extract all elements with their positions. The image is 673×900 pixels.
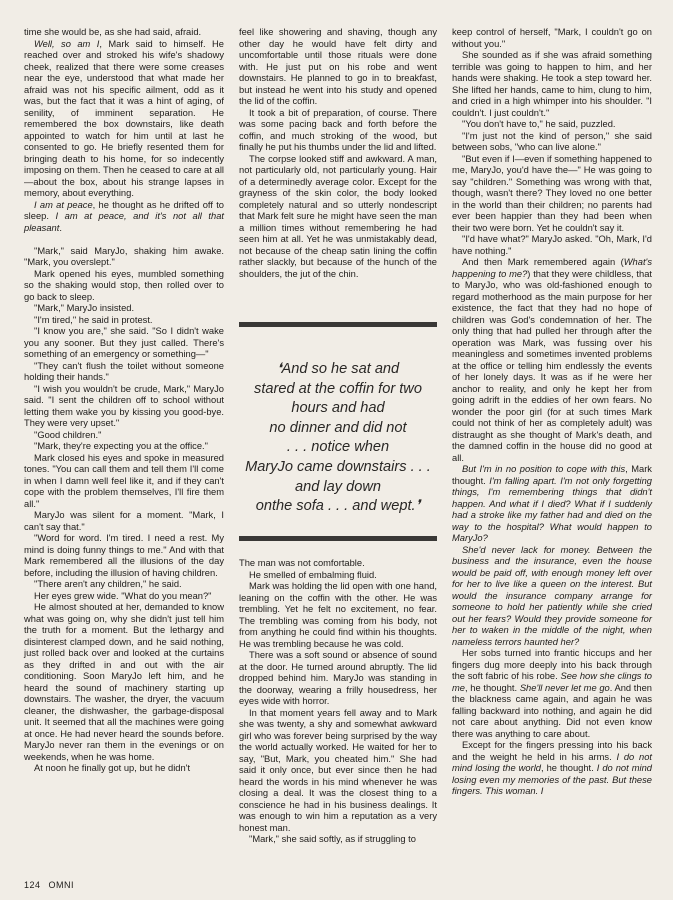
paragraph: "Good children." [34, 429, 102, 440]
paragraph: I am at peace, he thought as he drifted off to sleep. I am at peace, and it's not all that pleasant. [24, 199, 224, 233]
paragraph: She sounded as if she was afraid something terrible was going to happen to him, and her hands were shaking. He took a step toward her. She lifted her hands, came to him, clung to him, and cried in a high whimper into his shoulder. "I couldn't. I just couldn't." [452, 50, 652, 118]
paragraph: Mark opened his eyes, mumbled something so the shaking would stop, then rolled over to go back to sleep. [24, 268, 224, 302]
paragraph: In that moment years fell away and to Mark she was twenty, a shy and somewhat awkward girl who was forever being surprised by the way the world actually worked. He waited for her to say, "But, Mark, you cheated him." She had said it only once, but ever since then he had heard the words in his mind whenever he was closing a deal. It was the closest thing to a conscience he had in his business dealings. It was enough to win him a reputation as a very honest man. [239, 707, 437, 833]
paragraph: And then Mark remembered again (What's happening to me?) that they were childless, that to MaryJo, who was old-fashioned enough to regard motherhood as the main purpose for her existence, the fact that they had no hope of children was God's condemnation of her. The only thing that had pulled her through after the operation was Mark, was fussing over his meaningless and sometimes invented problems at the office or telling him endlessly the events of her lonely days. It was as if he were her anchor to reality, and only he kept her from going adrift in the eddies of her own fears. No wonder the poor girl (for at such times Mark could not think of her as completely adult) was distraught as she thought of Mark's death, and the damned coffin in the house did no good at all. [452, 257, 652, 463]
paragraph: The corpse looked stiff and awkward. A man, not particularly old, not particularly young. Hair of a determinedly average color. Except for the grayness of the skin color, the body looked completely natural and so utterly nondescript that Mark felt sure he might have seen the man a million times without remembering he had seen him at all. Yet he was unmistakably dead, not because of the cheap satin lining the coffin rather slackly, but because of the hunch of the shoulders, the jut of the chin. [239, 153, 437, 279]
paragraph: "I know you are," she said. "So I didn't wake you any sooner. But they just called. There's something of an emergency or something—" [24, 326, 224, 359]
paragraph: Her eyes grew wide. "What do you mean?" [34, 590, 212, 601]
paragraph: "Mark," MaryJo insisted. [34, 303, 135, 313]
paragraph: There was a soft sound or absence of sound at the door. He turned around abruptly. The lid dropped behind him. MaryJo was standing in the doorway, wearing a frilly housedress, her eyes wide with horror. [239, 650, 437, 706]
pull-quote-line: and lay down [294, 478, 381, 495]
paragraph: But I'm in no position to cope with this, Mark thought. I'm falling apart. I'm not only forgetting things, I'm remembering things that didn't happen. And what if I died? What if I suddenly had a stroke like my father had and died on the way to the hospital? What would happen to MaryJo? [452, 464, 652, 543]
paragraph: Except for the fingers pressing into his back and the weight he held in his arms. I do not mind losing the world, he thought. I do not mind losing even my memories of the past. But these fingers. This woman. I [452, 740, 652, 796]
page-folio [24, 880, 82, 890]
column-1 [24, 27, 224, 775]
column-2-top [239, 27, 437, 280]
paragraph: Well, so am I, Mark said to himself. He reached over and stroked his wife's shadowy cheek, realized that there were some creases near the eye, understood that what made her afraid was not his specific ailment, odd as it was, but the fact that it was a hint of aging, of senility, of imminent separation. He remembered the box downstairs, like death appointed to watch for him until at last he consented to go. He briefly resented them for bringing death to his home, for so indecently imposing on them. Then he ceased to care at all—about the box, about his strange lapses in memory, about everything. [24, 38, 224, 198]
paragraph: At noon he finally got up, but he didn't [34, 763, 191, 773]
paragraph: MaryJo was silent for a moment. "Mark, I can't say that." [24, 510, 224, 532]
magazine-name: OMNI [48, 880, 75, 890]
paragraph: "I'm just not the kind of person," she said between sobs, "who can live alone." [452, 130, 652, 152]
paragraph: "They can't flush the toilet without someone holding their hands." [24, 360, 224, 382]
paragraph: "Mark," she said softly, as if struggling to [249, 834, 416, 844]
pull-quote-bottom-rule [239, 536, 437, 541]
paragraph: "I'm tired," he said in protest. [34, 314, 153, 325]
paragraph: feel like showering and shaving, though any other day he would have felt dirty and uncomfortable until those rituals were done with. He just put on his robe and went downstairs. He planned to go in to breakfast, but instead he went into his study and opened the lid of the coffin. [239, 27, 437, 106]
pull-quote-line: onthe sofa . . . and wept.❜ [255, 498, 421, 515]
paragraph: "I'd have what?" MaryJo asked. "Oh, Mark, I'd have nothing." [452, 234, 652, 256]
paragraph: He almost shouted at her, demanded to know what was going on, why she didn't just tell him the truth for a moment. But the lethargy and disinterest clamped down, and he said nothing, just rolled back over and looked at the curtains as they drifted in and out with the air conditioning. Soon MaryJo left him, and he heard the sound of machinery starting up downstairs. The washer, the dryer, the vacuum cleaner, the dishwasher, the garbage-disposal unit. It seemed that all the machines were going at once. He had never heard the sounds before. MaryJo never ran them in the evenings or on weekends, when he was home. [24, 602, 224, 762]
pull-quote-line: hours and had [291, 400, 385, 417]
paragraph: Mark was holding the lid open with one hand, leaning on the coffin with the other. He was trembling. Yet he felt no excitement, no fear. The trembling was coming from his body, not from anything he could find within his thoughts. He was trembling because he was cold. [239, 581, 437, 649]
pull-quote-line: no dinner and did not [269, 419, 407, 436]
paragraph: He smelled of embalming fluid. [249, 569, 377, 580]
column-3 [452, 27, 652, 798]
column-2-bottom [239, 558, 437, 846]
pull-quote-top-rule [239, 322, 437, 327]
paragraph: "You don't have to," he said, puzzled. [462, 119, 616, 129]
pull-quote-line: MaryJo came downstairs . . . [245, 458, 431, 475]
pull-quote-line: ❛And so he sat and [276, 361, 400, 377]
page-number: 124 [24, 880, 41, 890]
paragraph: Her sobs turned into frantic hiccups and her fingers dug more deeply into his back through the soft fabric of his robe. See how she clings to me, he thought. She'll never let me go. And then the blackness came again, and again he was falling backward into nothing, and again he did not care about anything. Did not even know there was anything to care about. [452, 648, 652, 739]
paragraph: time she would be, as she had said, afraid. [24, 27, 202, 37]
paragraph: "I wish you wouldn't be crude, Mark," MaryJo said. "I sent the children off to school without letting them wake you by kissing you good-bye. They were very upset." [24, 383, 224, 428]
paragraph: "There aren't any children," he said. [34, 579, 182, 589]
paragraph: "Word for word. I'm tired. I need a rest. My mind is doing funny things to me." And with that Mark remembered all the illusions of the day before, including the illusion of having children. [24, 533, 224, 578]
paragraph: "But even if I—even if something happened to me, MaryJo, you'd have the—" He was going to say "children." Something was wrong with that, though, wasn't there? They loved no one better in the world than their children; no parents had ever been happier than they had been when their two were born. Yet he couldn't say it. [452, 153, 652, 233]
paragraph: keep control of herself, "Mark, I couldn't go on without you." [452, 27, 652, 49]
pull-quote-line: stared at the coffin for two [254, 380, 422, 397]
paragraph: The man was not comfortable. [239, 558, 365, 568]
paragraph: She'd never lack for money. Between the business and the insurance, even the house would be paid off, with enough money left over for her to live like a queen on the interest. But would the insurance company arrange for someone to hold her patiently while she cried out her fears? Would they provide someone for her to waken in the middle of the night, when nameless terrors haunted her? [452, 544, 652, 647]
paragraph: "Mark," said MaryJo, shaking him awake. "Mark, you overslept." [24, 245, 224, 267]
paragraph: Mark closed his eyes and spoke in measured tones. "You can call them and tell them I'll come in when I damn well feel like it, and if they can't cope with the problem themselves, I'll fire them all." [24, 452, 224, 509]
paragraph: "Mark, they're expecting you at the office." [34, 441, 208, 451]
pull-quote [239, 360, 437, 517]
pull-quote-line: . . . notice when [286, 439, 390, 456]
paragraph: It took a bit of preparation, of course. There was some pacing back and forth before the coffin, and much stroking of the wood, but finally he put his thumbs under the lid and lifted. [239, 107, 437, 152]
